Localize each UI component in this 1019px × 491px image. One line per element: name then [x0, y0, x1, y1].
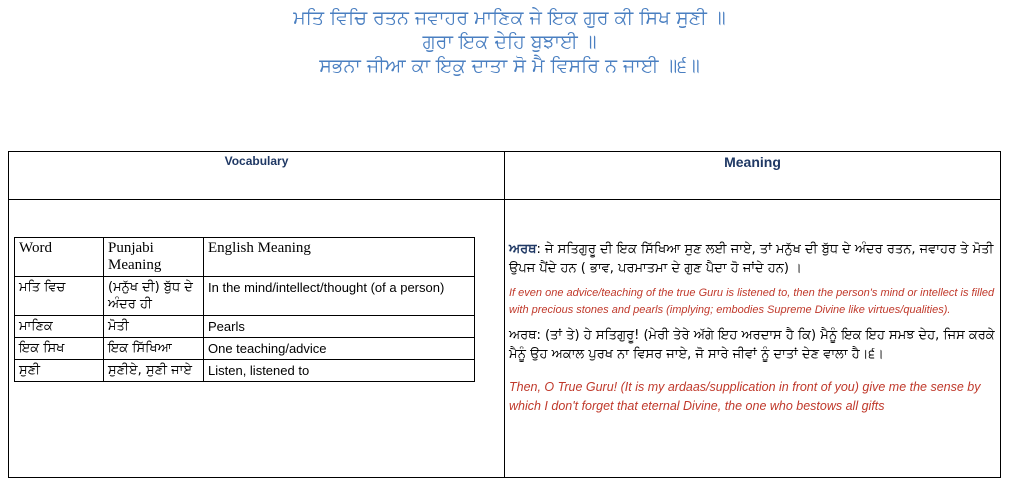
meaning-punjabi-2: ਅਰਥ: (ਤਾਂ ਤੇ) ਹੇ ਸਤਿਗੁਰੂ! (ਮੇਰੀ ਤੇਰੇ ਅੱਗੇ ਇਹ ਅਰਦਾਸ ਹੈ ਕਿ) ਮੈਨੂੰ ਇਕ ਇਹ ਸਮਝ ਦੇਹ, ਜਿਸ ਕਰਕੇ ਮੈਨੂੰ ਉਹ ਅਕਾਲ ਪੁਰਖ ਨਾ ਵਿਸਰ ਜਾਏ, ਜੋ ਸਾਰੇ ਜੀਵਾਂ ਨੂੰ ਦਾਤਾਂ ਦੇਣ ਵਾਲਾ ਹੈ।੬। [509, 328, 995, 362]
arth-label: ਅਰਥ [509, 242, 537, 257]
col-header-english: English Meaning [204, 238, 475, 277]
vocab-english: One teaching/advice [204, 338, 475, 360]
vocab-word: ਇਕ ਸਿਖ [15, 338, 104, 360]
vocab-word: ਮਾਣਿਕ [15, 316, 104, 338]
header-divider [9, 199, 1000, 200]
verse-block [0, 6, 1019, 78]
vocab-punjabi: (ਮਨੁੱਖ ਦੀ) ਬੁੱਧ ਦੇ ਅੰਦਰ ਹੀ [104, 277, 204, 316]
meaning-punjabi-1 [509, 240, 997, 278]
col-header-punjabi: Punjabi Meaning [104, 238, 204, 277]
meaning-header: Meaning [724, 154, 781, 170]
meaning-text [509, 240, 997, 416]
vocab-punjabi: ਸੁਣੀਏ, ਸੁਣੀ ਜਾਏ [104, 360, 204, 382]
vocab-punjabi: ਇਕ ਸਿੱਖਿਆ [104, 338, 204, 360]
vocab-word: ਸੁਣੀ [15, 360, 104, 382]
vocab-word: ਮਤਿ ਵਿਚ [15, 277, 104, 316]
verse-line-2: ਗੁਰਾ ਇਕ ਦੇਹਿ ਬੁਝਾਈ ॥ [422, 31, 597, 53]
arth-text: : ਜੇ ਸਤਿਗੁਰੂ ਦੀ ਇਕ ਸਿੱਖਿਆ ਸੁਣ ਲਈ ਜਾਏ, ਤਾਂ ਮਨੁੱਖ ਦੀ ਬੁੱਧ ਦੇ ਅੰਦਰ ਰਤਨ, ਜਵਾਹਰ ਤੇ ਮੋਤੀ ਉਪਜ ਪੈਂਦੇ ਹਨ ( ਭਾਵ, ਪਰਮਾਤਮਾ ਦੇ ਗੁਣ ਪੈਦਾ ਹੋ ਜਾਂਦੇ ਹਨ) । [509, 242, 994, 276]
vocab-english: Pearls [204, 316, 475, 338]
table-row [15, 316, 475, 338]
col-header-word: Word [15, 238, 104, 277]
verse-line-1: ਮਤਿ ਵਿਚਿ ਰਤਨ ਜਵਾਹਰ ਮਾਣਿਕ ਜੇ ਇਕ ਗੁਰ ਕੀ ਸਿਖ ਸੁਣੀ ॥ [293, 7, 726, 29]
vocab-punjabi: ਮੋਤੀ [104, 316, 204, 338]
content-table [8, 151, 1001, 478]
table-row [15, 277, 475, 316]
vocab-header-row [15, 238, 475, 277]
verse-line-3: ਸਭਨਾ ਜੀਆ ਕਾ ਇਕੁ ਦਾਤਾ ਸੋ ਮੈ ਵਿਸਰਿ ਨ ਜਾਈ ॥੬॥ [319, 55, 700, 77]
column-divider [504, 152, 505, 477]
vocab-english: In the mind/intellect/thought (of a person) [204, 277, 475, 316]
meaning-english-2: Then, O True Guru! (It is my ardaas/supplication in front of you) give me the sense by which I don't forget that eternal Divine, the one who bestows all gifts [509, 380, 981, 413]
meaning-english-1: If even one advice/teaching of the true Guru is listened to, then the person's mind or intellect is filled with precious stones and pearls (implying; embodies Supreme Divine like virtues/qualities). [509, 287, 995, 316]
table-row [15, 338, 475, 360]
vocabulary-header: Vocabulary [224, 154, 289, 168]
vocab-english: Listen, listened to [204, 360, 475, 382]
table-row [15, 360, 475, 382]
vocabulary-table [14, 237, 475, 382]
